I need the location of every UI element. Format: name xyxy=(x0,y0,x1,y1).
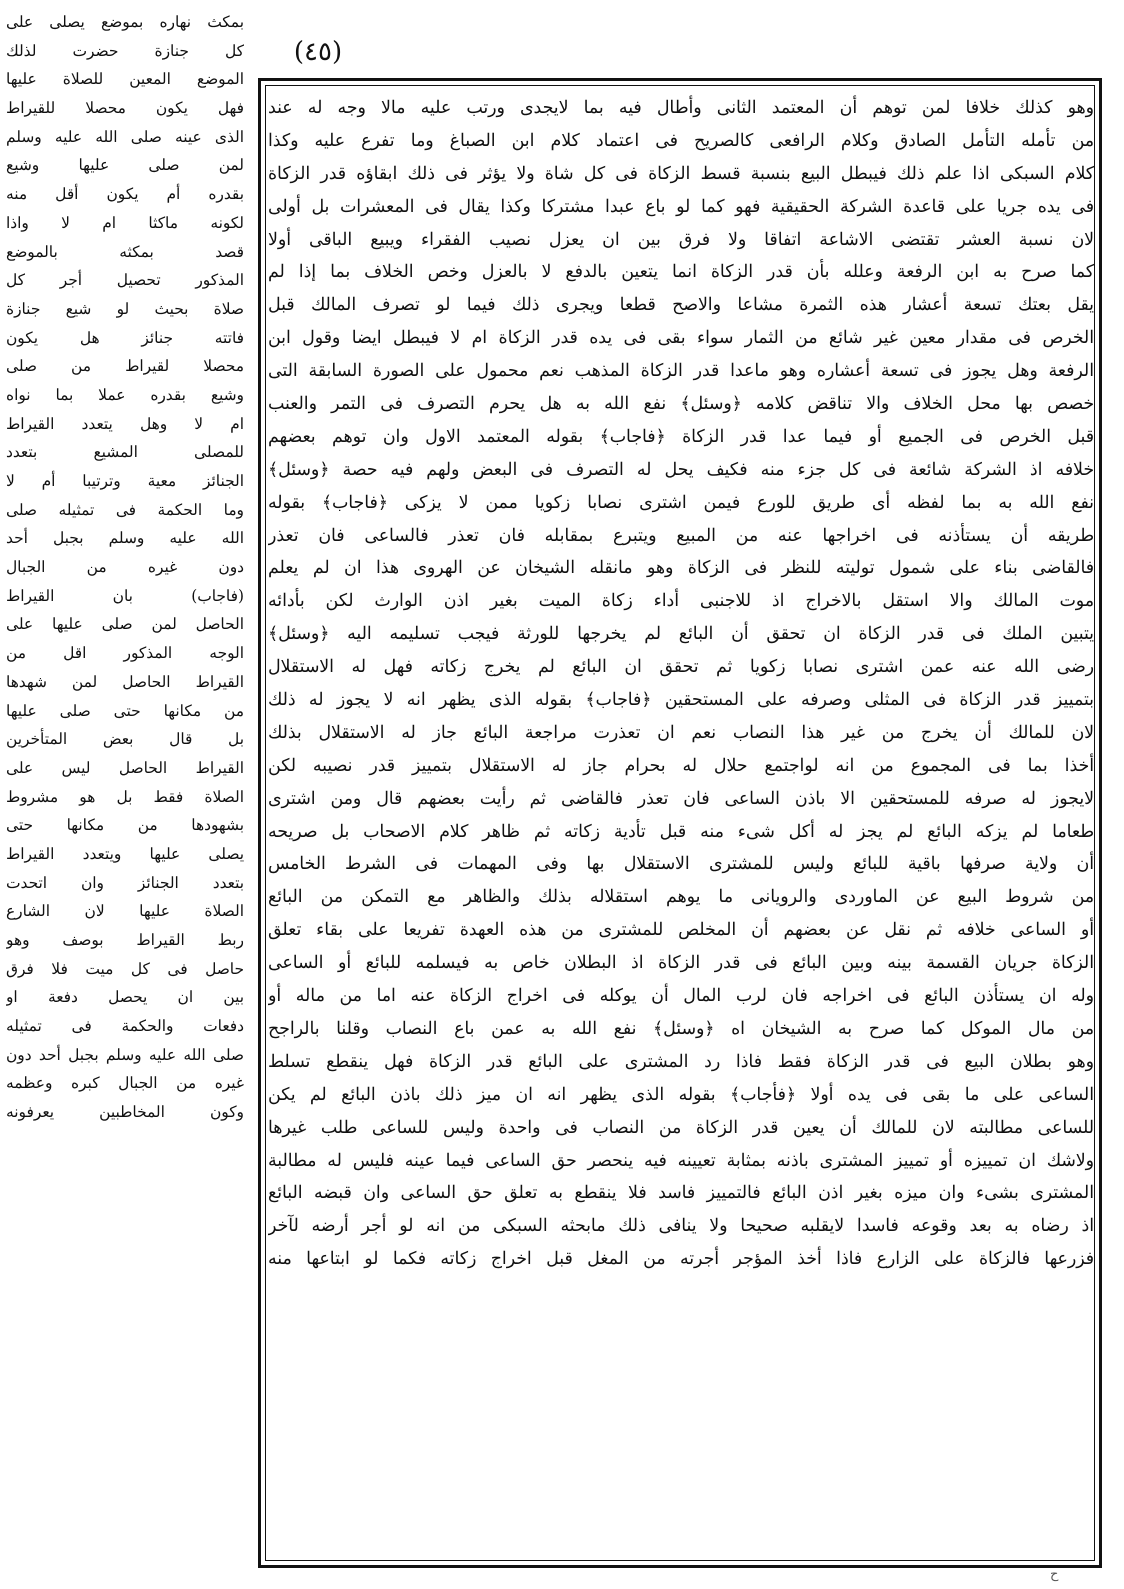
margin-text-line: للمصلى المشيع بتعدد xyxy=(6,443,244,462)
margin-text-line: بقدره أم يكون أقل منه xyxy=(6,185,244,204)
main-text-line: طريقه أن يستأذنه فى اخراجها عنه من المبيع ويتبرع بمقابله فان تعذر فالساعى فان تعذر xyxy=(268,525,1094,546)
main-text-line: ولاشك ان تمييزه أو تمييز المشترى باذنه بمثابة تعيينه فيه ينحصر حق الساعى فيما عينه فليس له مطالبة xyxy=(268,1150,1094,1171)
main-text-line: كلام السبكى اذا علم ذلك فيبطل البيع بنسبة قسط الزكاة فى كل شاة ولا يؤثر فى ذلك ابقاؤه قدر الزكاة xyxy=(268,163,1094,184)
margin-text-line: القيراط الحاصل ليس على xyxy=(6,758,244,777)
margin-text-line: بين ان يحصل دفعة او xyxy=(6,988,244,1007)
main-text-line: فزرعها فالزكاة على الزارع فاذا أخذ المؤجر أجرته من المغل قبل اخراج زكاته فكما لو ابتاعها منه xyxy=(268,1249,1094,1270)
main-text-line: الرفعة وهل يجوز فى تسعة أعشاره وهو ماعدا قدر الزكاة المذهب نعم محمول على الصورة السابقة التى xyxy=(268,361,1094,382)
margin-text-line: صلاة بحيث لو شيع جنازة xyxy=(6,299,244,318)
margin-text-line: وما الحكمة فى تمثيله صلى xyxy=(6,500,244,519)
main-text-line: الزكاة جريان القسمة بينه وبين البائع فى قدر الزكاة اذ البطلان خاص به فيسلمه للبائع أو الساعى xyxy=(268,953,1094,974)
main-text-line: لايجوز له صرفه للمستحقين الا باذن الساعى فان تعذر فالقاضى ثم رأيت بعضهم قال ومن اشترى xyxy=(268,788,1094,809)
margin-text-line: قصد بمكثه بالموضع xyxy=(6,242,244,261)
main-text-line: نفع الله به بما لفظه أى طريق للورع فيمن اشترى نصابا زكويا ممن لا يزكى ﴿فاجاب﴾ بقوله xyxy=(268,492,1094,513)
margin-text-line: حاصل فى كل ميت فلا فرق xyxy=(6,959,244,978)
margin-text-line: الوجه المذكور اقل من xyxy=(6,644,244,663)
margin-text-line: غيره من الجبال كبره وعظمه xyxy=(6,1074,244,1093)
main-text-line: أخذا بما فى المجموع من انه لواجتمع حلال له بحرام جاز له الاستقلال بتمييز قدر نصيبه لكن xyxy=(268,755,1094,776)
main-text-line: خصص بها محل الخلاف والا تناقض كلامه ﴿وسئل﴾ نفع الله به هل يحرم التصرف فى التمر والعنب xyxy=(268,394,1094,415)
main-text-line: خلافه اذ الشركة شائعة فى كل جزء منه فكيف يحل له التصرف فى البعض ولهم فيه حصة ﴿وسئل﴾ xyxy=(268,459,1094,480)
main-text-line: كما صرح به ابن الرفعة وعلله بأن قدر الزكاة انما يتعين بالدفع لا بالعزل وخص الخلاف بما إذا لم xyxy=(268,262,1094,283)
margin-text-line: الصلاة فقط بل هو مشروط xyxy=(6,787,244,806)
margin-text-line: بتعدد الجنائز وان اتحدت xyxy=(6,873,244,892)
main-text-line: الساعى على ما بقى فى يده أولا ﴿فأجاب﴾ بقوله الذى يظهر انه ان ميز ذلك باذن البائع لم يكن xyxy=(268,1084,1094,1105)
margin-text-line: بل قال بعض المتأخرين xyxy=(6,730,244,749)
margin-text-line: لكونه ماكثا ام لا واذا xyxy=(6,213,244,232)
margin-text-line: الموضع المعين للصلاة عليها xyxy=(6,70,244,89)
margin-text-line: الذى عينه صلى الله عليه وسلم xyxy=(6,127,244,146)
corner-mark: ح xyxy=(1050,1567,1059,1582)
margin-text-line: صلى الله عليه وسلم بجبل أحد دون xyxy=(6,1045,244,1064)
margin-text-line: بشهودها من مكانها حتى xyxy=(6,816,244,835)
main-text-line: لان للمالك أن يخرج من غير هذا النصاب نعم ان تعذرت مراجعة البائع جاز له الاستقلال بذلك xyxy=(268,722,1094,743)
main-text-line: من شروط البيع عن الماوردى والرويانى ما يوهم استقلاله بذلك والظاهر مع التمكن من البائع xyxy=(268,887,1094,908)
margin-text-line: (فاجاب) بان القيراط xyxy=(6,586,244,605)
main-text-line: وله ان يستأذن البائع فى اخراجه فان لرب المال أن يوكله فى اخراج الزكاة عنه اما من ماله أو xyxy=(268,986,1094,1007)
main-text-line: فى يده جريا على قاعدة الشركة الحقيقية فهو كما لو باع عبدا مشتركا وكذا يقال فى المعشرات بل أولى xyxy=(268,196,1094,217)
main-text-line: اذ رضاه به بعد وقوعه فاسدا لايقلبه صحيحا ولا ينافى ذلك مابحثه السبكى من انه لو أجر أرضه لآخر xyxy=(268,1216,1094,1237)
margin-text-line: الله عليه وسلم بجبل أحد xyxy=(6,529,244,548)
margin-commentary xyxy=(6,8,244,1568)
margin-text-line: الحاصل لمن صلى عليها على xyxy=(6,615,244,634)
margin-text-line: لمن صلى عليها وشيع xyxy=(6,156,244,175)
margin-text-line: دون غيره من الجبال xyxy=(6,558,244,577)
margin-text-line: محصلا لقيراط من صلى xyxy=(6,357,244,376)
margin-text-line: وشيع بقدره عملا بما نواه xyxy=(6,385,244,404)
margin-text-line: يصلى عليها ويتعدد القيراط xyxy=(6,844,244,863)
margin-text-line: الصلاة عليها لان الشارع xyxy=(6,902,244,921)
page-number: (٤٥) xyxy=(293,37,343,67)
margin-text-line: دفعات والحكمة فى تمثيله xyxy=(6,1017,244,1036)
main-text-line: من مال الموكل كما صرح به الشيخان اه ﴿وسئل﴾ نفع الله به عمن باع النصاب وقلنا بالراجح xyxy=(268,1018,1094,1039)
main-text-line: يتبين الملك فى قدر الزكاة ان تحقق أن البائع لم يخرجها للورثة فيجب تسليمه اليه ﴿وسئل﴾ xyxy=(268,624,1094,645)
margin-text-line: فهل يكون محصلا للقيراط xyxy=(6,99,244,118)
margin-text-line: المذكور تحصيل أجر كل xyxy=(6,271,244,290)
main-text-line: المشترى بشىء وان ميزه بغير اذن البائع فالتمييز فاسد فلا ينقطع به تعلق حق الساعى وان قبضه البائع xyxy=(268,1183,1094,1204)
margin-text-line: فاتته جنائز هل يكون xyxy=(6,328,244,347)
margin-text-line: بمكث نهاره بموضع يصلى على xyxy=(6,13,244,31)
main-text-line: طعاما لم يزكه البائع لم يجز له أكل شىء منه قبل تأدية زكاته ثم ظاهر كلام الاصحاب بل صريحه xyxy=(268,821,1094,842)
main-text-line: الخرص فى مقدار معين غير شائع من الثمار سواء بقى فى يده قدر الزكاة ام لا فيبطل ايضا وقول ابن xyxy=(268,328,1094,349)
main-text-line: للساعى مطالبته لان للمالك أن يعين قدر الزكاة من النصاب فى واحدة وليس للساعى طلب غيرها xyxy=(268,1117,1094,1138)
margin-text-line: القيراط الحاصل لمن شهدها xyxy=(6,672,244,691)
margin-text-line: ام لا وهل يتعدد القيراط xyxy=(6,414,244,433)
margin-text-line: من مكانها حتى صلى عليها xyxy=(6,701,244,720)
main-text-line: فالقاضى بناء على شمول توليته للنظر فى الزكاة وهو مانقله الشيخان عن الهروى هذا ان لم يعلم xyxy=(268,558,1094,579)
main-text-line: وهو بطلان البيع فى قدر الزكاة فقط فاذا رد المشترى على البائع قدر الزكاة فهل ينقطع تسلط xyxy=(268,1051,1094,1072)
main-text-line: موت المالك والا استقل بالاخراج اذ للاجنبى أداء زكاة الميت بغير اذن الوارث لكن بأدائه xyxy=(268,591,1094,612)
main-text-line: لان نسبة العشر تقتضى الاشاعة اتفاقا ولا فرق بين ان يعزل نصيب الفقراء ويبيع الباقى أولا xyxy=(268,229,1094,250)
main-text-line: أو الساعى خلافه ثم نقل عن بعضهم أن المخلص للمشترى من هذه العهدة تفريعا على بقاء تعلق xyxy=(268,920,1094,941)
main-text-line: من تأمله التأمل الصادق وكلام الرافعى كالصريح فى اعتماد كلام ابن الصباغ وما تفرع عليه وكذا xyxy=(268,130,1094,151)
main-text-line: قبل الخرص فى الجميع أو فيما عدا قدر الزكاة ﴿فاجاب﴾ بقوله المعتمد الاول وان توهم بعضهم xyxy=(268,426,1094,447)
main-text-line: رضى الله عنه عمن اشترى نصابا زكويا ثم تحقق ان البائع لم يخرج زكاته فهل له الاستقلال xyxy=(268,657,1094,678)
margin-text-line: كل جنازة حضرت لذلك xyxy=(6,41,244,60)
margin-text-line: ربط القيراط بوصف وهو xyxy=(6,931,244,949)
main-text-line: يقل بعتك تسعة أعشار هذه الثمرة مشاعا والاصح قطعا ويجرى ذلك فيما لو تصرف المالك قبل xyxy=(268,295,1094,316)
margin-text-line: وكون المخاطبين يعرفونه xyxy=(6,1103,244,1122)
main-text-block xyxy=(268,92,1094,1552)
main-text-line: بتمييز قدر الزكاة فى المثلى وصرفه على المستحقين ﴿فاجاب﴾ بقوله الذى يظهر انه لا يجوز له ذلك xyxy=(268,690,1094,711)
main-text-line: وهو كذلك خلافا لمن توهم أن المعتمد الثانى وأطال فيه بما لايجدى ورتب عليه مالا وجه له عند xyxy=(268,98,1094,118)
main-text-line: أن ولاية صرفها باقية للبائع وليس للمشترى الاستقلال بها وفى المهمات فى الشرط الخامس xyxy=(268,854,1094,875)
margin-text-line: الجنائز معية وترتيبا أم لا xyxy=(6,472,244,490)
